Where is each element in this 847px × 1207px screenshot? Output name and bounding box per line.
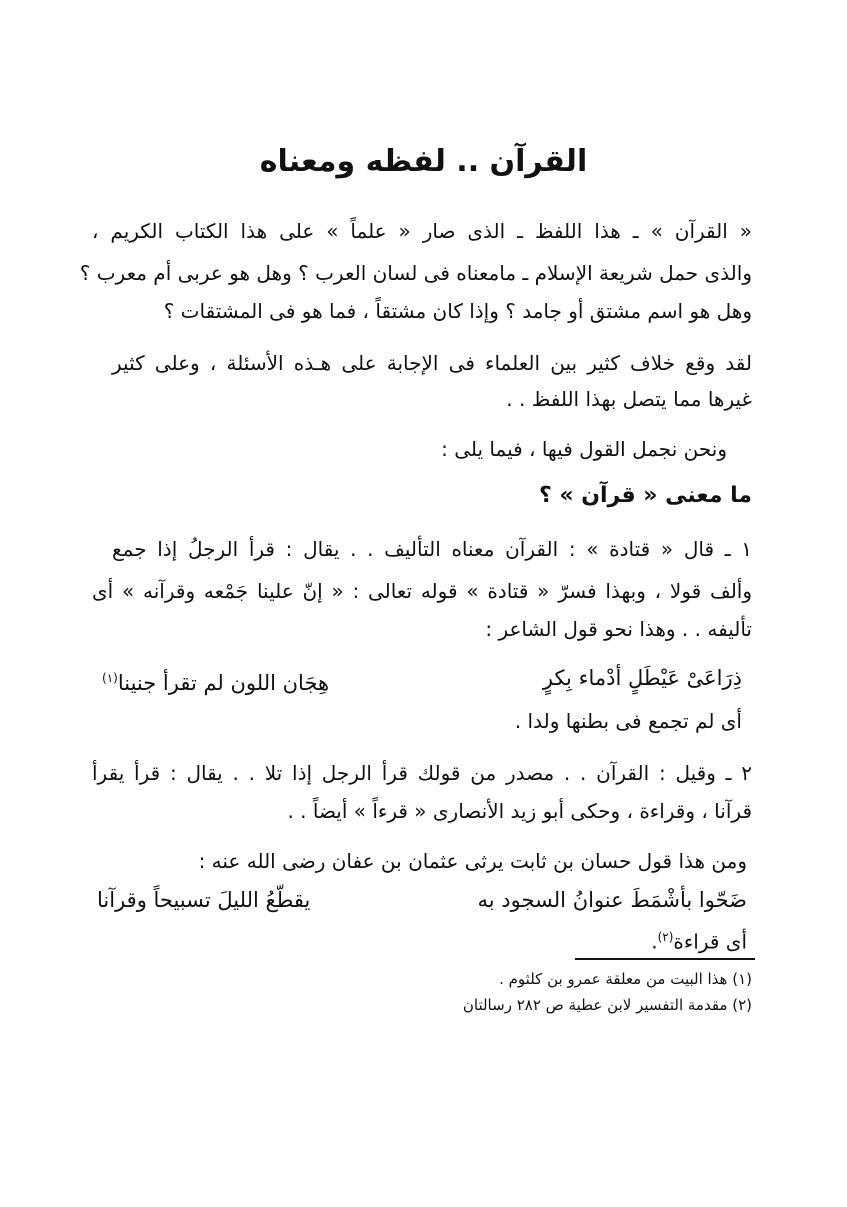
verse-1-first-hemistich: ذِرَاعَىْ عَيْطَلٍ أدْماء بِكرٍ: [542, 666, 742, 690]
para2-line-1: لقد وقع خلاف كثير بين العلماء فى الإجابة على هـذه الأسئلة ، وعلى كثير: [112, 351, 752, 375]
para2-line-2: غيرها مما يتصل بهذا اللفظ . .: [506, 387, 752, 411]
verse-2-gloss: [87, 922, 747, 957]
para4-line-1: ومن هذا قول حسان بن ثابت يرثى عثمان بن عفان رضى الله عنه :: [198, 849, 747, 873]
verse-1-second-hemistich-text: هِجَان اللون لم تقرأ جنينا: [117, 671, 330, 695]
verse-1-gloss: أى لم تجمع فى بطنها ولدا .: [514, 709, 742, 733]
para3-line-1: ونحن نجمل القول فيها ، فيما يلى :: [441, 437, 727, 461]
verse-2-second-hemistich: يقطّعُ الليلَ تسبيحاً وقرآنا: [97, 888, 311, 912]
section-subheading: ما معنى « قرآن » ؟: [538, 483, 752, 508]
verse-2: [97, 884, 747, 916]
intro-line-3: وهل هو اسم مشتق أو جامد ؟ وإذا كان مشتقاً ، فما هو فى المشتقات ؟: [163, 299, 752, 323]
intro-line-2: والذى حمل شريعة الإسلام ـ مامعناه فى لسان العرب ؟ وهل هو عربى أم معرب ؟: [79, 261, 752, 285]
footnote-1: (١) هذا البيت من معلقة عمرو بن كلثوم .: [499, 970, 752, 988]
point1-line-3: تأليفه . . وهذا نحو قول الشاعر :: [485, 617, 752, 641]
verse-1: [102, 662, 742, 699]
point1-line-2: وألف قولا ، وبهذا فسرّ « قتادة » قوله تعالى : « إنّ علينا جَمْعه وقرآنه » أى: [92, 579, 752, 603]
footnote-2: (٢) مقدمة التفسير لابن عطية ص ٢٨٢ رسالتان: [462, 996, 752, 1014]
verse-2-gloss-end: .: [651, 929, 658, 954]
footnote-divider: [575, 958, 755, 960]
intro-line-1: « القرآن » ـ هذا اللفظ ـ الذى صار « علماً » على هذا الكتاب الكريم ،: [92, 219, 752, 243]
point2-line-1: ٢ ـ وقيل : القرآن . . مصدر من قولك قرأ الرجل إذا تلا . . يقال : قرأ يقرأ: [92, 761, 752, 785]
verse-2-gloss-text: أى قراءة: [673, 929, 747, 954]
footnote-marker-1: (١): [102, 671, 118, 685]
verse-1-second-hemistich: [102, 662, 329, 699]
page-title: القرآن .. لفظه ومعناه: [259, 144, 588, 179]
verse-2-first-hemistich: ضَحّوا بأشْمَطَ عنوانُ السجود به: [477, 888, 747, 912]
footnote-marker-2: (٢): [657, 930, 674, 944]
point1-line-1: ١ ـ قال « قتادة » : القرآن معناه التأليف . . يقال : قرأ الرجلُ إذا جمع: [112, 537, 752, 561]
point2-line-2: قرآنا ، وقراءة ، وحكى أبو زيد الأنصارى « قرءاً » أيضاً . .: [287, 799, 752, 823]
